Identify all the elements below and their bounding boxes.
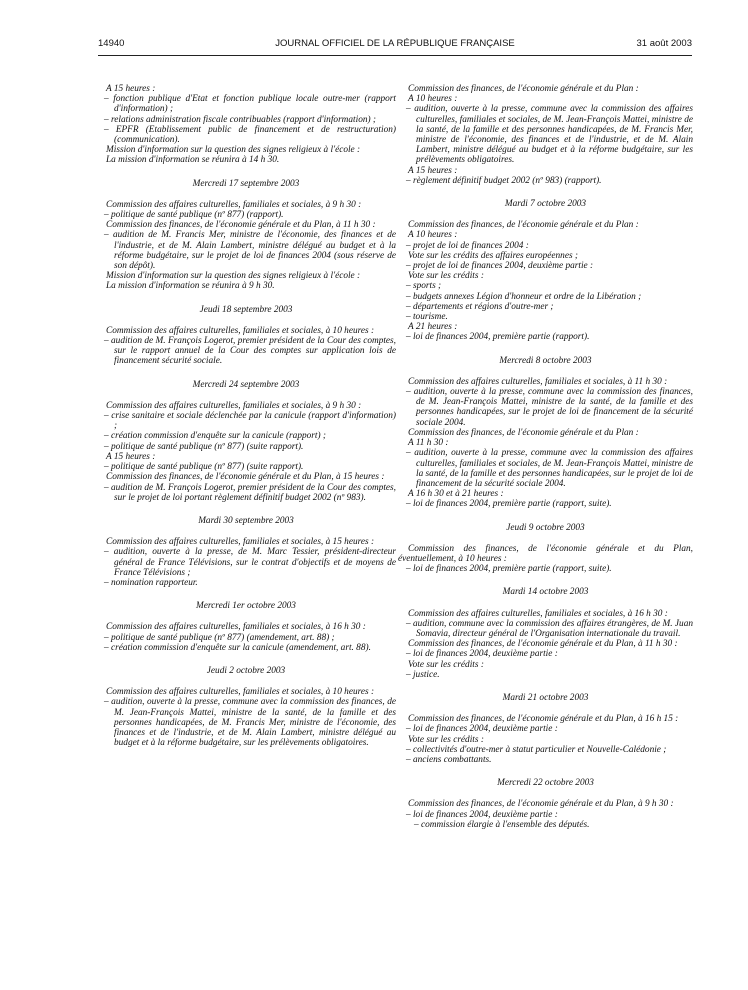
paragraph: Commission des affaires culturelles, familiales et sociales, à 10 heures : [106, 325, 375, 336]
list-item: – politique de santé publique (nº 877) (rapport). [104, 210, 284, 221]
day-heading: Mercredi 1er octobre 2003 [196, 601, 296, 612]
list-item: – fonction publique d'Etat et fonction publique locale outre-mer (rapport d'information) ; [104, 94, 396, 115]
list-item: – audition, ouverte à la presse, de M. Marc Tessier, président-directeur général de France Télévisions, sur le contrat d'objectifs et de moyens de France Télévisions ; [104, 547, 396, 578]
day-heading: Jeudi 9 octobre 2003 [506, 522, 585, 533]
paragraph: A 10 heures : [408, 94, 458, 105]
list-item: – sports ; [406, 281, 442, 292]
list-item: – EPFR (Etablissement public de financement et de restructuration) (communication). [104, 124, 396, 146]
list-item: – audition de M. Francis Mer, ministre de l'économie, des finances et de l'industrie, et de M. Alain Lambert, ministre délégué au budget et à la réforme budgétaire, sur le projet de loi de finances 2004 (sous réserve de son dépôt). [104, 230, 396, 272]
paragraph: Commission des affaires culturelles, familiales et sociales, à 11 h 30 : [408, 376, 668, 387]
day-heading: Mercredi 24 septembre 2003 [192, 379, 300, 390]
paragraph: Commission des finances, de l'économie générale et du Plan, à 11 h 30 : [106, 220, 376, 231]
paragraph: Vote sur les crédits : [408, 659, 484, 670]
list-item: – politique de santé publique (nº 877) (suite rapport). [104, 441, 304, 452]
paragraph: Commission des affaires culturelles, familiales et sociales, à 10 heures : [106, 687, 375, 698]
list-item: – audition, ouverte à la presse, commune avec la commission des finances, de M. Jean-François Mattei, ministre de la santé, de la famille et des personnes handicapées, de M. Francis Mer, ministre de l'économie, des finances et de l'industrie, et de M. Alain Lambert, ministre délégué au budget et à la réforme budgétaire, sur les prélèvements obligatoires. [104, 697, 396, 749]
list-item: – anciens combattants. [406, 754, 492, 765]
day-heading: Mardi 21 octobre 2003 [502, 692, 589, 703]
page-number: 14940 [98, 38, 125, 49]
list-item: – audition, ouverte à la presse, commune avec la commission des affaires culturelles, familiales et sociales, de M. Jean-François Mattei, ministre de la santé, de la famille et des personnes handicapées, de M. Francis Mer, ministre de l'économie, des finances et de l'industrie, et de M. Alain Lambert, ministre délégué au budget et à la réforme budgétaire, sur les prélèvements obligatoires. [406, 104, 693, 166]
paragraph: A 15 heures : [408, 165, 458, 176]
paragraph: Commission des affaires culturelles, familiales et sociales, à 16 h 30 : [106, 622, 366, 633]
paragraph: Commission des affaires culturelles, familiales et sociales, à 9 h 30 : [106, 400, 362, 411]
day-heading: Mercredi 22 octobre 2003 [497, 778, 594, 789]
list-item: – politique de santé publique (nº 877) (suite rapport). [104, 462, 304, 473]
paragraph: A 21 heures : [408, 322, 458, 333]
paragraph: Commission des affaires culturelles, familiales et sociales, à 15 heures : [106, 537, 375, 548]
paragraph: A 15 heures : [106, 84, 156, 94]
paragraph: Commission des finances, de l'économie générale et du Plan, à 9 h 30 : [408, 799, 674, 810]
day-heading: Mardi 14 octobre 2003 [502, 587, 589, 598]
paragraph: Vote sur les crédits des affaires européennes ; [408, 250, 578, 261]
day-heading: Mercredi 8 octobre 2003 [499, 355, 592, 366]
journal-title: JOURNAL OFFICIEL DE LA RÉPUBLIQUE FRANÇAISE [275, 38, 515, 49]
list-item: – loi de finances 2004, première partie (rapport). [406, 332, 590, 343]
day-heading: Mardi 30 septembre 2003 [198, 515, 294, 526]
list-item: – règlement définitif budget 2002 (nº 983) (rapport). [406, 175, 602, 186]
list-item: – loi de finances 2004, deuxième partie : [406, 809, 558, 820]
day-heading: Mardi 7 octobre 2003 [504, 199, 587, 210]
paragraph: Commission des finances, de l'économie générale et du Plan : [408, 220, 639, 231]
paragraph: La mission d'information se réunira à 9 h 30. [106, 281, 275, 292]
list-item: – projet de loi de finances 2004, deuxième partie : [406, 261, 594, 272]
list-item: – projet de loi de finances 2004 : [406, 240, 529, 251]
paragraph: Commission des finances, de l'économie générale et du Plan, éventuellement, à 10 heures : [398, 543, 693, 564]
paragraph: Commission des finances, de l'économie générale et du Plan : [408, 84, 639, 94]
list-subitem: – commission élargie à l'ensemble des députés. [414, 819, 590, 830]
page-header [98, 38, 692, 52]
list-item: – politique de santé publique (nº 877) (amendement, art. 88) ; [104, 632, 335, 643]
paragraph: A 15 heures : [106, 451, 156, 462]
paragraph: Commission des affaires culturelles, familiales et sociales, à 16 h 30 : [408, 608, 668, 619]
paragraph: Mission d'information sur la question des signes religieux à l'école : [106, 271, 361, 282]
list-item: – tourisme. [406, 312, 448, 323]
issue-date: 31 août 2003 [636, 38, 692, 49]
list-item: – audition, commune avec la commission des affaires étrangères, de M. Juan Somavia, directeur général de l'Organisation internationale du travail. [406, 618, 693, 639]
list-item: – loi de finances 2004, deuxième partie : [406, 724, 558, 735]
paragraph: Commission des finances, de l'économie générale et du Plan, à 16 h 15 : [408, 714, 679, 725]
left-column [96, 84, 396, 748]
list-item: – justice. [406, 669, 440, 680]
paragraph: A 10 heures : [408, 230, 458, 241]
list-item: – audition, ouverte à la presse, commune avec la commission des finances, de M. Jean-François Mattei, ministre de la santé, de la famille et des personnes handicapées, sur le projet de loi de financement de la sécurité sociale 2004. [406, 387, 693, 428]
day-heading: Mercredi 17 septembre 2003 [192, 178, 300, 189]
header-rule [98, 55, 692, 56]
list-item: – crise sanitaire et sociale déclenchée par la canicule (rapport d'information) ; [104, 411, 396, 432]
paragraph: A 16 h 30 et à 21 heures : [408, 489, 504, 500]
paragraph: Mission d'information sur la question des signes religieux à l'école : [106, 145, 361, 156]
list-item: – audition, ouverte à la presse, commune avec la commission des affaires culturelles, familiales et sociales, de M. Jean-François Mattei, ministre de la santé, de la famille et des personnes handicapées, sur le projet de loi de financement de la sécurité sociale 2004. [406, 448, 693, 489]
list-item: – nomination rapporteur. [104, 577, 198, 588]
right-column [398, 84, 693, 830]
paragraph: Commission des affaires culturelles, familiales et sociales, à 9 h 30 : [106, 199, 362, 210]
list-item: – création commission d'enquête sur la canicule (rapport) ; [104, 431, 326, 442]
list-item: – budgets annexes Légion d'honneur et ordre de la Libération ; [406, 291, 642, 302]
paragraph: Vote sur les crédits : [408, 271, 484, 282]
paragraph: Commission des finances, de l'économie générale et du Plan, à 15 heures : [106, 472, 385, 483]
list-item: – relations administration fiscale contribuables (rapport d'information) ; [104, 114, 377, 125]
list-item: – départements et régions d'outre-mer ; [406, 301, 554, 312]
list-item: – loi de finances 2004, première partie (rapport, suite). [406, 499, 612, 510]
list-item: – loi de finances 2004, deuxième partie : [406, 649, 558, 660]
paragraph: Commission des finances, de l'économie générale et du Plan, à 11 h 30 : [408, 639, 678, 650]
list-item: – collectivités d'outre-mer à statut particulier et Nouvelle-Calédonie ; [406, 744, 667, 755]
list-item: – audition de M. François Logerot, premier président de la Cour des comptes, sur le projet de loi portant règlement définitif budget 2002 (nº 983). [104, 482, 396, 503]
day-heading: Jeudi 18 septembre 2003 [199, 304, 293, 315]
list-item: – création commission d'enquête sur la canicule (amendement, art. 88). [104, 642, 371, 653]
list-item: – audition de M. François Logerot, premier président de la Cour des comptes, sur le rapport annuel de la Cour des comptes sur application lois de financement sécurité sociale. [104, 336, 396, 367]
paragraph: Commission des finances, de l'économie générale et du Plan : [408, 427, 639, 438]
paragraph: Vote sur les crédits : [408, 734, 484, 745]
day-heading: Jeudi 2 octobre 2003 [206, 665, 286, 676]
paragraph: La mission d'information se réunira à 14 h 30. [106, 155, 280, 166]
paragraph: A 11 h 30 : [408, 438, 449, 449]
list-item: – loi de finances 2004, première partie (rapport, suite). [406, 564, 612, 575]
